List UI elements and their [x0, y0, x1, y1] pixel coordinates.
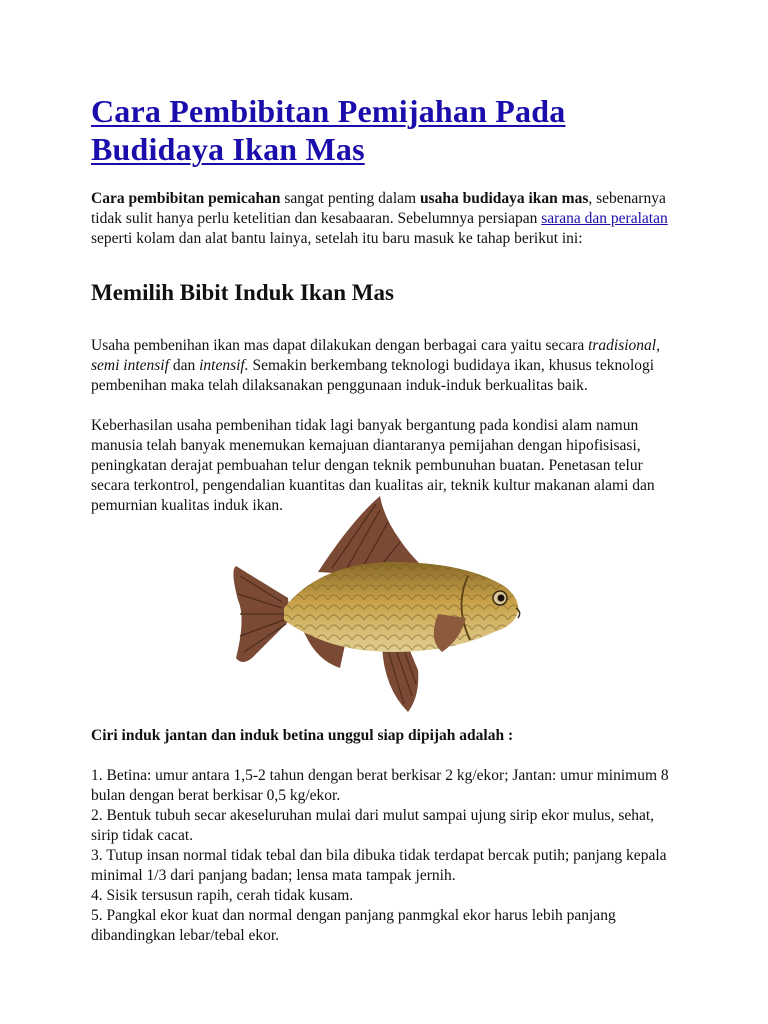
section-heading: Memilih Bibit Induk Ikan Mas — [91, 280, 394, 305]
intro-bold-2: usaha budidaya ikan mas — [419, 190, 589, 207]
list-item: 5. Pangkal ekor kuat dan normal dengan panjang panmgkal ekor harus lebih panjang dibandingkan lebar/tebal ekor. — [91, 907, 616, 944]
criteria-list — [91, 766, 681, 946]
list-item: 1. Betina: umur antara 1,5-2 tahun dengan berat berkisar 2 kg/ekor; Jantan: umur minimum 8 bulan dengan berat berkisar 0,5 kg/ekor. — [91, 767, 669, 804]
intro-text-2: , sebenarnya tidak sulit hanya perlu ketelitian dan kesabaaran. Sebelumnya persiapan — [91, 190, 666, 227]
list-item: 4. Sisik tersusun rapih, cerah tidak kusam. — [91, 887, 354, 904]
carp-fish-illustration-icon — [232, 490, 532, 715]
carp-fish-image — [232, 490, 532, 715]
intro-text-3: seperti kolam dan alat bantu lainya, setelah itu baru masuk ke tahap berikut ini: — [91, 230, 583, 247]
article-title — [91, 92, 681, 168]
intro-bold-1: Cara pembibitan pemicahan — [91, 190, 281, 207]
paragraph-methods — [91, 336, 681, 396]
sarana-link[interactable]: sarana dan peralatan — [541, 210, 668, 227]
para1-italic-1: tradisional, semi intensif — [91, 337, 660, 374]
article-title-link[interactable]: Cara Pembibitan Pemijahan Pada Budidaya Ikan Mas — [91, 93, 566, 167]
para1-text-3: Semakin berkembang teknologi budidaya ikan, khusus teknologi pembenihan maka telah dilaksanakan penggunaan induk-induk berkualitas baik. — [91, 357, 655, 394]
para1-text-2: dan — [168, 357, 200, 374]
list-item: 2. Bentuk tubuh secar akeseluruhan mulai dari mulut sampai ujung sirip ekor mulus, sehat, sirip tidak cacat. — [91, 807, 655, 844]
intro-paragraph — [91, 189, 681, 249]
criteria-heading: Ciri induk jantan dan induk betina unggul siap dipijah adalah : — [91, 727, 514, 744]
para1-text-1: Usaha pembenihan ikan mas dapat dilakukan dengan berbagai cara yaitu secara — [91, 337, 589, 354]
article-body — [91, 92, 681, 516]
intro-text-1: sangat penting dalam — [280, 190, 420, 207]
paragraph-success: Keberhasilan usaha pembenihan tidak lagi banyak bergantung pada kondisi alam namun manusia telah banyak menemukan kemajuan diantaranya pemijahan dengan hipofisisasi, peningkatan derajat pembuahan telur dengan teknik pembunuhan buatan. Penetasan telur secara terkontrol, pengendalian kuantitas dan kualitas air, teknik kultur makanan alami dan pemurnian kualitas induk ikan. — [91, 417, 655, 514]
criteria-section — [91, 726, 681, 946]
list-item: 3. Tutup insan normal tidak tebal dan bila dibuka tidak terdapat bercak putih; panjang kepala minimal 1/3 dari panjang badan; lensa mata tampak jernih. — [91, 847, 667, 884]
para1-italic-2: intensif. — [199, 357, 249, 374]
